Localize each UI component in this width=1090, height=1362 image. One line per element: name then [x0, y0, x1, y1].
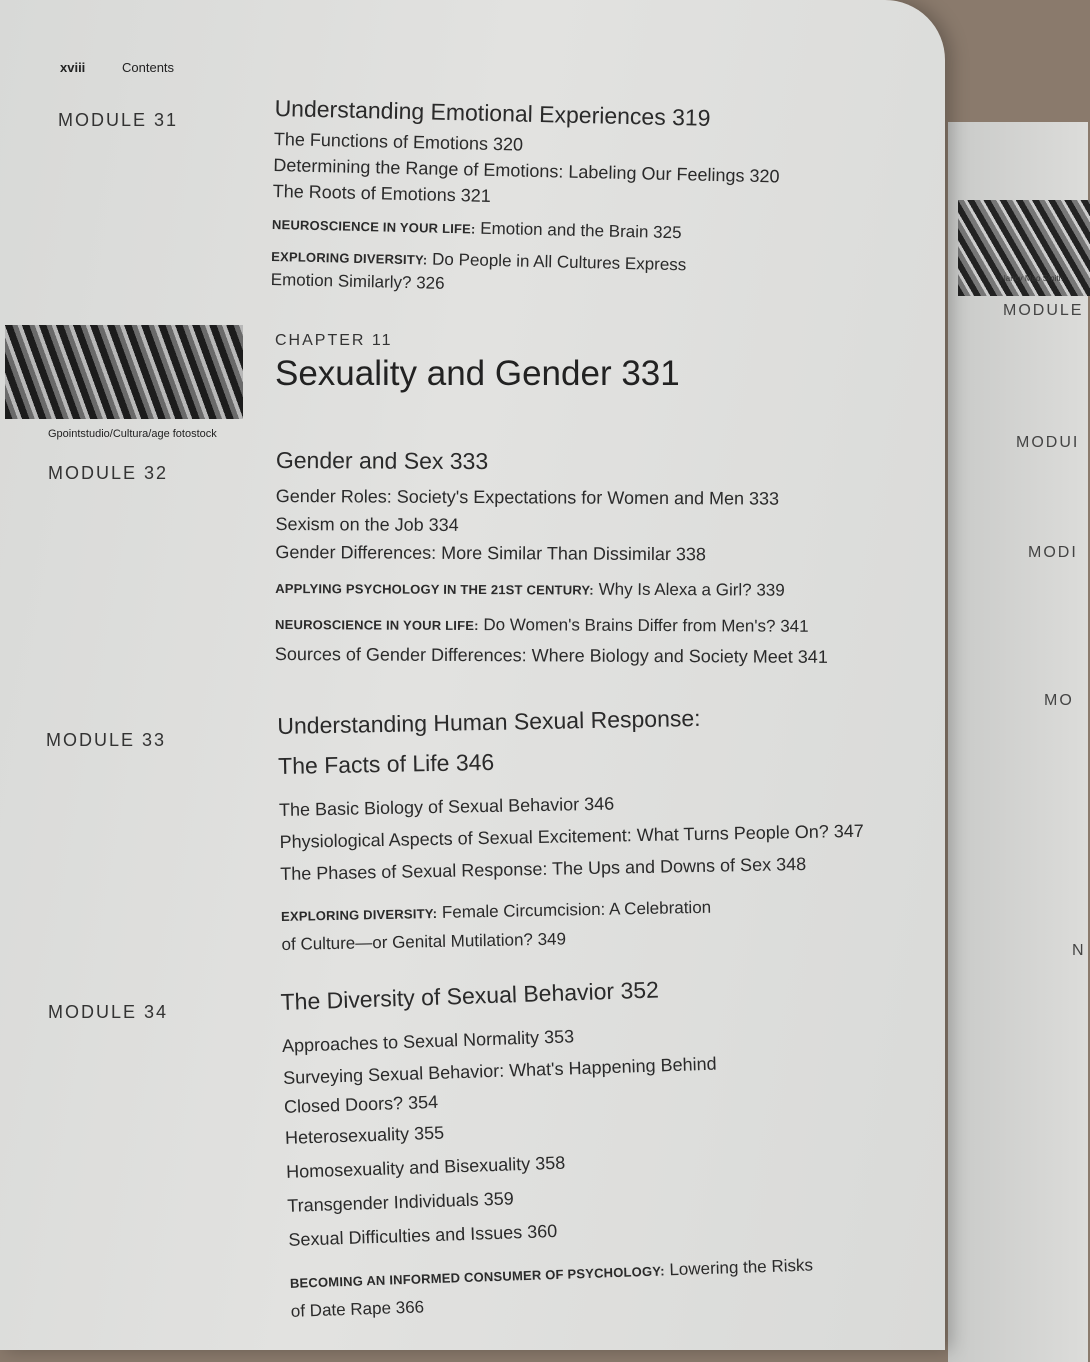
feature-entry: [275, 576, 915, 603]
module-34-section: [280, 961, 971, 1325]
next-page-module-label: N: [1072, 942, 1086, 959]
module-33-section: [277, 693, 942, 959]
module-title: The Facts of Life 346: [277, 748, 495, 779]
module-31-section: [270, 92, 894, 305]
next-page-photo-credit: Nancy Mao Smith: [1000, 274, 1064, 283]
toc-entry: The Functions of Emotions 320: [273, 128, 524, 155]
toc-entry: Closed Doors? 354: [283, 1091, 439, 1117]
feature-text: Female Circumcision: A Celebration: [441, 897, 712, 922]
running-header: Contents: [122, 60, 175, 75]
module-title: The Diversity of Sexual Behavior 352: [280, 976, 660, 1015]
next-page-edge: [948, 122, 1088, 1362]
feature-text: of Date Rape 366: [290, 1297, 425, 1321]
toc-entry: Gender Differences: More Similar Than Dissimilar 338: [275, 541, 706, 565]
feature-text: Why Is Alexa a Girl? 339: [598, 579, 785, 600]
module-title: Understanding Human Sexual Response:: [277, 704, 701, 739]
next-page-module-label: MODUI: [1016, 434, 1080, 451]
photo-credit: Gpointstudio/Cultura/age fotostock: [48, 428, 217, 440]
module-title: Gender and Sex 333: [275, 446, 489, 475]
module-title: Understanding Emotional Experiences 319: [274, 94, 711, 131]
feature-text: Emotion Similarly? 326: [270, 269, 445, 293]
next-page-module-label: MODI: [1028, 544, 1078, 561]
feature-tag: NEUROSCIENCE IN YOUR LIFE:: [275, 616, 479, 634]
next-page-module-label: MO: [1044, 692, 1074, 709]
toc-entry: Heterosexuality 355: [284, 1122, 445, 1148]
feature-entry: [275, 612, 915, 639]
feature-text: Do Women's Brains Differ from Men's? 341: [483, 615, 809, 636]
toc-entry: The Roots of Emotions 321: [272, 180, 492, 206]
page-number: xviii: [60, 60, 86, 75]
module-32-section: [275, 444, 916, 671]
toc-entry: The Phases of Sexual Response: The Ups and Downs of Sex 348: [280, 853, 807, 884]
toc-entry: Approaches to Sexual Normality 353: [281, 1026, 575, 1056]
toc-entry: Physiological Aspects of Sexual Excitement: What Turns People On? 347: [279, 820, 865, 852]
toc-entry: Determining the Range of Emotions: Labeling Our Feelings 320: [273, 154, 780, 187]
module-33-label: MODULE 33: [46, 730, 167, 750]
feature-tag: APPLYING PSYCHOLOGY IN THE 21ST CENTURY:: [275, 580, 594, 598]
toc-entry: Sources of Gender Differences: Where Biology and Society Meet 341: [274, 643, 828, 667]
module-31-label: MODULE 31: [58, 110, 179, 130]
toc-entry: Transgender Individuals 359: [287, 1188, 515, 1216]
toc-entry: Gender Roles: Society's Expectations for Women and Men 333: [275, 485, 780, 509]
feature-text: Lowering the Risks: [669, 1255, 814, 1280]
feature-entry: [281, 889, 942, 959]
feature-text: Do People in All Cultures Express: [431, 249, 687, 275]
feature-tag: EXPLORING DIVERSITY:: [271, 248, 428, 268]
toc-entry: Sexism on the Job 334: [275, 513, 459, 535]
chapter-photo: [5, 325, 243, 419]
module-32-label: MODULE 32: [48, 463, 169, 483]
feature-entry: [272, 212, 892, 250]
next-page-module-label: MODULE: [1003, 302, 1084, 319]
module-34-label: MODULE 34: [48, 1002, 169, 1022]
feature-text: of Culture—or Genital Mutilation? 349: [281, 929, 567, 954]
feature-tag: EXPLORING DIVERSITY:: [280, 905, 438, 924]
toc-entry: Sexual Difficulties and Issues 360: [288, 1220, 558, 1250]
feature-tag: BECOMING AN INFORMED CONSUMER OF PSYCHOLOGY:: [289, 1263, 665, 1291]
feature-tag: NEUROSCIENCE IN YOUR LIFE:: [271, 216, 476, 237]
toc-entry: Surveying Sexual Behavior: What's Happening Behind: [282, 1053, 717, 1088]
chapter-label: CHAPTER 11: [275, 332, 393, 349]
feature-entry: [289, 1246, 971, 1326]
chapter-title: Sexuality and Gender 331: [275, 354, 680, 393]
feature-entry: [270, 244, 891, 305]
toc-entry: The Basic Biology of Sexual Behavior 346: [278, 793, 615, 820]
feature-text: Emotion and the Brain 325: [480, 218, 682, 243]
toc-entry: Homosexuality and Bisexuality 358: [285, 1152, 566, 1182]
